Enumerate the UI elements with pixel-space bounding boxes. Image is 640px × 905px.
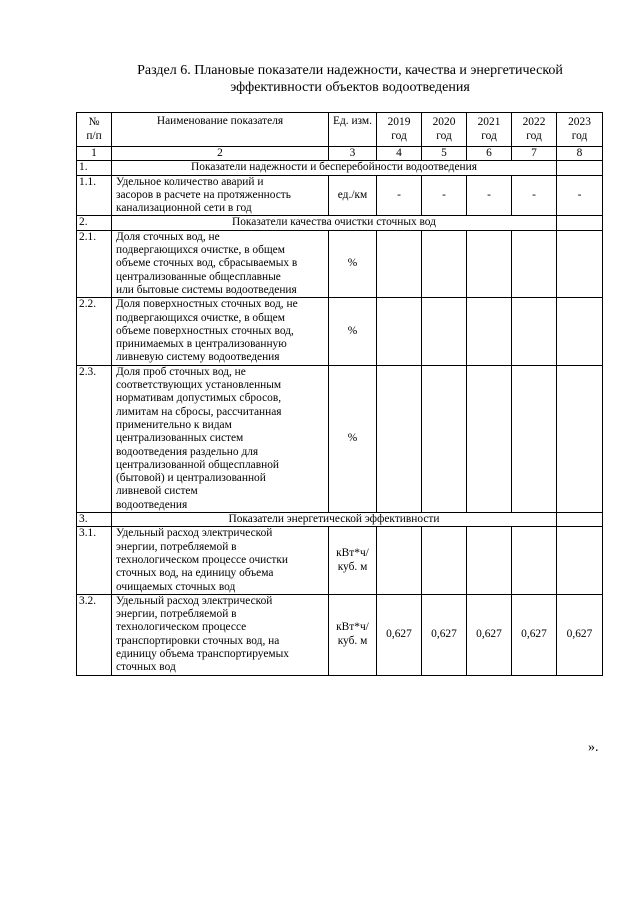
section-title-line-2: эффективности объектов водоотведения: [230, 80, 470, 95]
table-row: [77, 230, 603, 297]
value-cell: [377, 527, 422, 594]
value-cell: [377, 365, 422, 512]
table-row: [77, 298, 603, 365]
value-cell: [422, 230, 467, 297]
indicator-name-line: Доля сточных вод, не: [116, 230, 220, 243]
value-cell: 0,627: [377, 594, 422, 675]
unit-cell: [329, 527, 377, 594]
header-year-line: год: [526, 129, 542, 142]
indicator-name-line: сточных вод: [116, 661, 176, 674]
indicator-name-line: (бытовой) и централизованной: [116, 472, 266, 485]
section-title-line-1: Раздел 6. Плановые показатели надежности, качества и энергетической: [137, 63, 563, 78]
indicator-name-line: подвергающихся очистке, в общем: [116, 311, 285, 324]
indicator-name-line: технологическом процессе очистки: [116, 553, 288, 566]
indicator-name: [112, 230, 329, 297]
value-cell: -: [467, 175, 512, 216]
header-year: [512, 113, 557, 147]
header-num-line: №: [88, 116, 100, 129]
header-row: [77, 113, 603, 147]
unit-line: куб. м: [337, 634, 368, 647]
section-title-cell: Показатели надежности и бесперебойности водоотведения: [112, 161, 557, 175]
header-year-line: год: [436, 129, 452, 142]
row-num: 2.3.: [77, 365, 112, 512]
unit-cell: [329, 298, 377, 365]
row-num: 2.2.: [77, 298, 112, 365]
table-row: [77, 594, 603, 675]
indicators-table-body: [77, 113, 603, 676]
indicator-name-line: объеме сточных вод, сбрасываемых в: [116, 257, 298, 270]
header-name: Наименование показателя: [112, 113, 329, 147]
header-year-line: год: [571, 129, 588, 142]
indicator-name-line: водоотведения раздельно для: [116, 445, 259, 458]
header-num: [77, 113, 112, 147]
indicator-name-line: энергии, потребляемой в: [116, 540, 237, 553]
indicator-name-line: Удельный расход электрической: [116, 594, 273, 607]
indicator-name-line: принимаемых в централизованную: [116, 338, 287, 351]
section-empty-cell: [557, 161, 603, 175]
header-year-line: 2021: [477, 116, 501, 129]
indicator-name-line: канализационной сети в год: [116, 202, 252, 215]
indicator-name: [112, 298, 329, 365]
indicator-name-line: засоров в расчете на протяженность: [116, 188, 291, 201]
closing-quote-mark: ».: [588, 740, 599, 755]
unit-line: кВт*ч/: [336, 621, 369, 634]
table-row: [77, 175, 603, 216]
unit-line: %: [347, 324, 358, 337]
value-cell: -: [422, 175, 467, 216]
header-unit: Ед. изм.: [329, 113, 377, 147]
column-number: 2: [112, 147, 329, 161]
indicator-name: [112, 175, 329, 216]
header-year: [377, 113, 422, 147]
unit-cell: [329, 365, 377, 512]
table-row: [77, 527, 603, 594]
header-year: [557, 113, 603, 147]
section-empty-cell: [557, 513, 603, 527]
value-cell: [512, 298, 557, 365]
header-year-line: год: [391, 129, 407, 142]
value-cell: [467, 365, 512, 512]
value-cell: [512, 527, 557, 594]
value-cell: [467, 230, 512, 297]
header-year: [422, 113, 467, 147]
row-num: 2.1.: [77, 230, 112, 297]
indicators-table: [76, 112, 603, 676]
section-empty-cell: [557, 216, 603, 230]
header-num-line: п/п: [86, 129, 102, 142]
row-num: 3.2.: [77, 594, 112, 675]
indicator-name: [112, 527, 329, 594]
column-number-row: [77, 147, 603, 161]
unit-line: ед./км: [337, 188, 368, 201]
section-num: 2.: [77, 216, 112, 230]
section-title-cell: Показатели энергетической эффективности: [112, 513, 557, 527]
value-cell: [512, 365, 557, 512]
header-year-line: 2023: [568, 116, 591, 129]
value-cell: [557, 527, 603, 594]
value-cell: 0,627: [422, 594, 467, 675]
indicator-name-line: лимитам на сбросы, рассчитанная: [116, 405, 282, 418]
value-cell: [422, 527, 467, 594]
value-cell: [377, 298, 422, 365]
indicator-name-line: централизованных систем: [116, 432, 244, 445]
column-number: 4: [377, 147, 422, 161]
indicator-name-line: объеме поверхностных сточных вод,: [116, 324, 294, 337]
indicator-name-line: или бытовые системы водоотведения: [116, 283, 297, 296]
value-cell: [512, 230, 557, 297]
indicator-name-line: применительно к видам: [116, 418, 232, 431]
indicator-name-line: ливневой систем: [116, 485, 198, 498]
indicator-name: [112, 365, 329, 512]
indicator-name-line: централизованные общесплавные: [116, 270, 281, 283]
value-cell: [557, 230, 603, 297]
section-row: [77, 216, 603, 230]
indicator-name-line: транспортировки сточных вод, на: [116, 634, 280, 647]
header-year-line: год: [481, 129, 497, 142]
unit-cell: [329, 175, 377, 216]
header-year-line: 2019: [387, 116, 411, 129]
value-cell: [422, 365, 467, 512]
unit-cell: [329, 230, 377, 297]
row-num: 3.1.: [77, 527, 112, 594]
section-title-cell: Показатели качества очистки сточных вод: [112, 216, 557, 230]
indicator-name-line: Доля проб сточных вод, не: [116, 365, 246, 378]
column-number: 1: [77, 147, 112, 161]
section-row: [77, 513, 603, 527]
section-num: 1.: [77, 161, 112, 175]
indicator-name-line: единицу объема транспортируемых: [116, 647, 289, 660]
value-cell: 0,627: [557, 594, 603, 675]
indicator-name-line: нормативам допустимых сбросов,: [116, 392, 282, 405]
row-num: 1.1.: [77, 175, 112, 216]
column-number: 7: [512, 147, 557, 161]
value-cell: [377, 230, 422, 297]
indicator-name-line: подвергающихся очистке, в общем: [116, 244, 285, 257]
unit-line: куб. м: [337, 560, 368, 573]
indicator-name-line: сточных вод, на единицу объема: [116, 567, 274, 580]
unit-line: %: [347, 432, 358, 445]
unit-line: кВт*ч/: [336, 547, 369, 560]
value-cell: [557, 298, 603, 365]
unit-line: %: [347, 257, 358, 270]
value-cell: -: [512, 175, 557, 216]
indicator-name: [112, 594, 329, 675]
indicator-name-line: соответствующих установленным: [116, 379, 282, 392]
value-cell: -: [377, 175, 422, 216]
indicator-name-line: Доля поверхностных сточных вод, не: [116, 298, 298, 311]
indicator-name-line: очищаемых сточных вод: [116, 580, 236, 593]
indicator-name-line: Удельный расход электрической: [116, 527, 273, 540]
header-year-line: 2020: [432, 116, 456, 129]
indicator-name-line: централизованной общесплавной: [116, 458, 279, 471]
header-year-line: 2022: [522, 116, 546, 129]
value-cell: 0,627: [512, 594, 557, 675]
column-number: 6: [467, 147, 512, 161]
table-row: [77, 365, 603, 512]
value-cell: 0,627: [467, 594, 512, 675]
column-number: 8: [557, 147, 603, 161]
value-cell: [467, 298, 512, 365]
unit-cell: [329, 594, 377, 675]
indicator-name-line: ливневую систему водоотведения: [116, 351, 280, 364]
column-number: 3: [329, 147, 377, 161]
value-cell: [422, 298, 467, 365]
column-number: 5: [422, 147, 467, 161]
indicator-name-line: технологическом процессе: [116, 621, 247, 634]
value-cell: [467, 527, 512, 594]
value-cell: [557, 365, 603, 512]
value-cell: -: [557, 175, 603, 216]
section-row: [77, 161, 603, 175]
section-num: 3.: [77, 513, 112, 527]
indicator-name-line: энергии, потребляемой в: [116, 608, 237, 621]
indicator-name-line: водоотведения: [116, 498, 188, 511]
section-title: [80, 62, 620, 96]
header-year: [467, 113, 512, 147]
indicator-name-line: Удельное количество аварий и: [116, 175, 264, 188]
